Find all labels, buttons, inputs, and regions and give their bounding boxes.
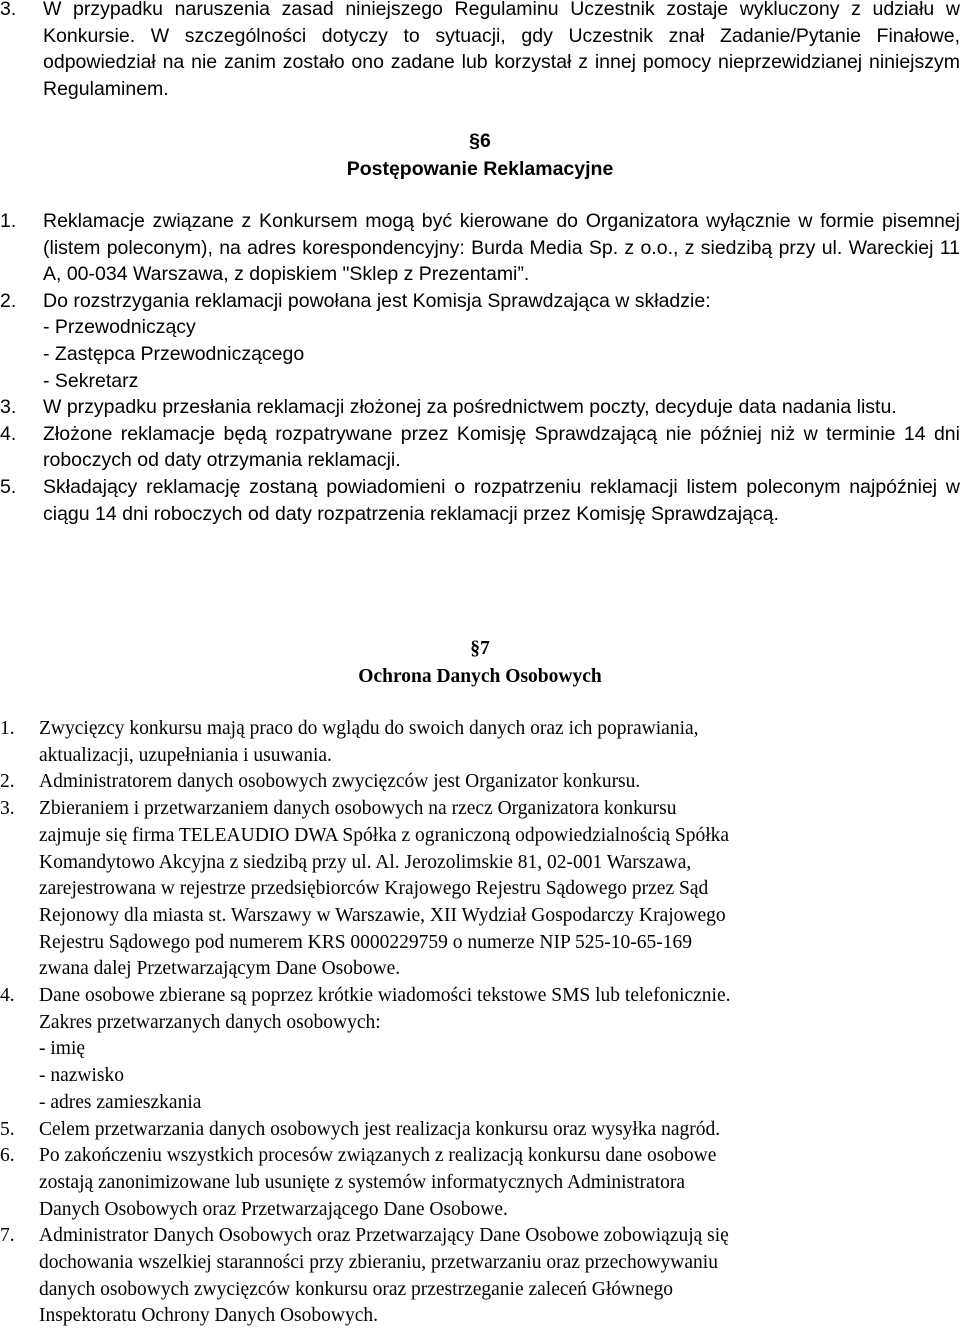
text-line: aktualizacji, uzupełniania i usuwania. xyxy=(39,744,332,766)
text-line: Zakres przetwarzanych danych osobowych: xyxy=(39,1011,381,1033)
paragraph-text: Do rozstrzygania reklamacji powołana jest Komisja Sprawdzająca w składzie: xyxy=(43,289,711,312)
section-number: 7 xyxy=(480,638,490,659)
list-item xyxy=(0,1143,960,1223)
committee-roles xyxy=(0,314,960,394)
role-item: - Sekretarz xyxy=(43,369,139,392)
list-item xyxy=(0,983,960,1117)
text-line: Celem przetwarzania danych osobowych jest realizacja konkursu oraz wysyłka nagród. xyxy=(39,1118,721,1140)
list-number: 5. xyxy=(0,475,17,498)
list-number: 1. xyxy=(0,210,17,232)
text-line: Rejonowy dla miasta st. Warszawy w Warszawie, XII Wydział Gospodarczy Krajowego xyxy=(39,904,726,926)
section-6-symbol xyxy=(0,128,960,154)
text-line: - imię xyxy=(39,1038,86,1060)
paragraph-text: Złożone reklamacje będą rozpatrywane przez Komisję Sprawdzającą nie później niż w terminie 14 dni roboczych od daty otrzymania reklamacji. xyxy=(43,422,960,472)
list-number: 5. xyxy=(0,1118,15,1140)
list-item xyxy=(0,796,960,983)
section-7-title: Ochrona Danych Osobowych xyxy=(358,666,602,687)
text-line: zwana dalej Przetwarzającym Dane Osobowe. xyxy=(39,958,401,980)
text-line: danych osobowych zwycięzców konkursu oraz przestrzeganie zaleceń Głównego xyxy=(39,1278,674,1300)
text-line: - adres zamieszkania xyxy=(39,1091,202,1113)
list-item xyxy=(0,1223,960,1330)
text-line: - nazwisko xyxy=(39,1065,125,1087)
text-line: Rejestru Sądowego pod numerem KRS 0000229759 o numerze NIP 525-10-65-169 xyxy=(39,931,692,953)
text-line: Danych Osobowych oraz Przetwarzającego Dane Osobowe. xyxy=(39,1198,508,1220)
section-symbol: § xyxy=(469,130,480,152)
list-number: 2. xyxy=(0,289,17,312)
list-item xyxy=(0,474,960,527)
list-number: 2. xyxy=(0,771,15,793)
list-number: 3. xyxy=(0,0,17,20)
intro-item xyxy=(0,0,960,102)
list-number: 3. xyxy=(0,396,17,419)
text-line: Administrator Danych Osobowych oraz Przetwarzający Dane Osobowe zobowiązują się xyxy=(39,1225,729,1247)
text-line: Po zakończeniu wszystkich procesów związanych z realizacją konkursu dane osobowe xyxy=(39,1145,717,1167)
list-number: 7. xyxy=(0,1225,15,1247)
list-item xyxy=(0,421,960,474)
list-number: 6. xyxy=(0,1145,15,1167)
list-item xyxy=(0,208,960,288)
list-item xyxy=(0,769,960,796)
list-item xyxy=(0,1117,960,1144)
list-number: 4. xyxy=(0,422,17,445)
list-item xyxy=(0,394,960,421)
text-line: Komandytowo Akcyjna z siedzibą przy ul. Al. Jerozolimskie 81, 02-001 Warszawa, xyxy=(39,851,692,873)
list-item xyxy=(0,716,960,769)
paragraph-text: W przypadku naruszenia zasad niniejszego Regulaminu Uczestnik zostaje wykluczony z udziału w Konkursie. W szczególności dotyczy to sytuacji, gdy Uczestnik znał Zadanie/Pytanie Finałowe, odpowiedział na nie zanim zostało ono zadane lub korzystał z innej pomocy nieprzewidzianej niniejszym Regulaminem. xyxy=(43,0,960,100)
section-6-title: Postępowanie Reklamacyjne xyxy=(346,158,614,180)
list-number: 3. xyxy=(0,798,15,820)
paragraph-text: W przypadku przesłania reklamacji złożonej za pośrednictwem poczty, decyduje data nadania listu. xyxy=(43,396,897,419)
text-line: zostają zanonimizowane lub usunięte z systemów informatycznych Administratora xyxy=(39,1171,686,1193)
text-line: zarejestrowana w rejestrze przedsiębiorców Krajowego Rejestru Sądowego przez Sąd xyxy=(39,878,709,900)
section-number: 6 xyxy=(480,130,491,152)
text-line: Zwycięzcy konkursu mają praco do wglądu do swoich danych oraz ich poprawiania, xyxy=(39,718,699,739)
text-line: Zbieraniem i przetwarzaniem danych osobowych na rzecz Organizatora konkursu xyxy=(39,798,677,820)
text-line: Dane osobowe zbierane są poprzez krótkie wiadomości tekstowe SMS lub telefonicznie. xyxy=(39,985,731,1007)
text-line: dochowania wszelkiej staranności przy zbieraniu, przetwarzaniu oraz przechowywaniu xyxy=(39,1252,718,1274)
section-7-symbol xyxy=(0,634,960,664)
text-line: Inspektoratu Ochrony Danych Osobowych. xyxy=(39,1305,379,1327)
list-number: 4. xyxy=(0,985,15,1007)
paragraph-text: Reklamacje związane z Konkursem mogą być kierowane do Organizatora wyłącznie w formie pisemnej (listem poleconym), na adres korespondencyjny: Burda Media Sp. z o.o., z siedzibą przy ul. Wareckiej 11 A, 00-034 Warszawa, z dopiskiem "Sklep z Prezentami”. xyxy=(43,210,960,286)
paragraph-text: Składający reklamację zostaną powiadomieni o rozpatrzeniu reklamacji listem poleconym najpóźniej w ciągu 14 dni roboczych od daty rozpatrzenia reklamacji przez Komisję Sprawdzającą. xyxy=(43,475,960,525)
text-line: Administratorem danych osobowych zwycięzców jest Organizator konkursu. xyxy=(39,771,641,793)
text-line: zajmuje się firma TELEAUDIO DWA Spółka z ograniczoną odpowiedzialnością Spółka xyxy=(39,824,730,846)
role-item: - Zastępca Przewodniczącego xyxy=(43,342,305,365)
section-6-list xyxy=(0,208,960,527)
section-symbol: § xyxy=(470,638,480,659)
section-7-list xyxy=(0,716,960,1330)
role-item: - Przewodniczący xyxy=(43,316,196,339)
list-number: 1. xyxy=(0,718,15,739)
list-item xyxy=(0,288,960,315)
